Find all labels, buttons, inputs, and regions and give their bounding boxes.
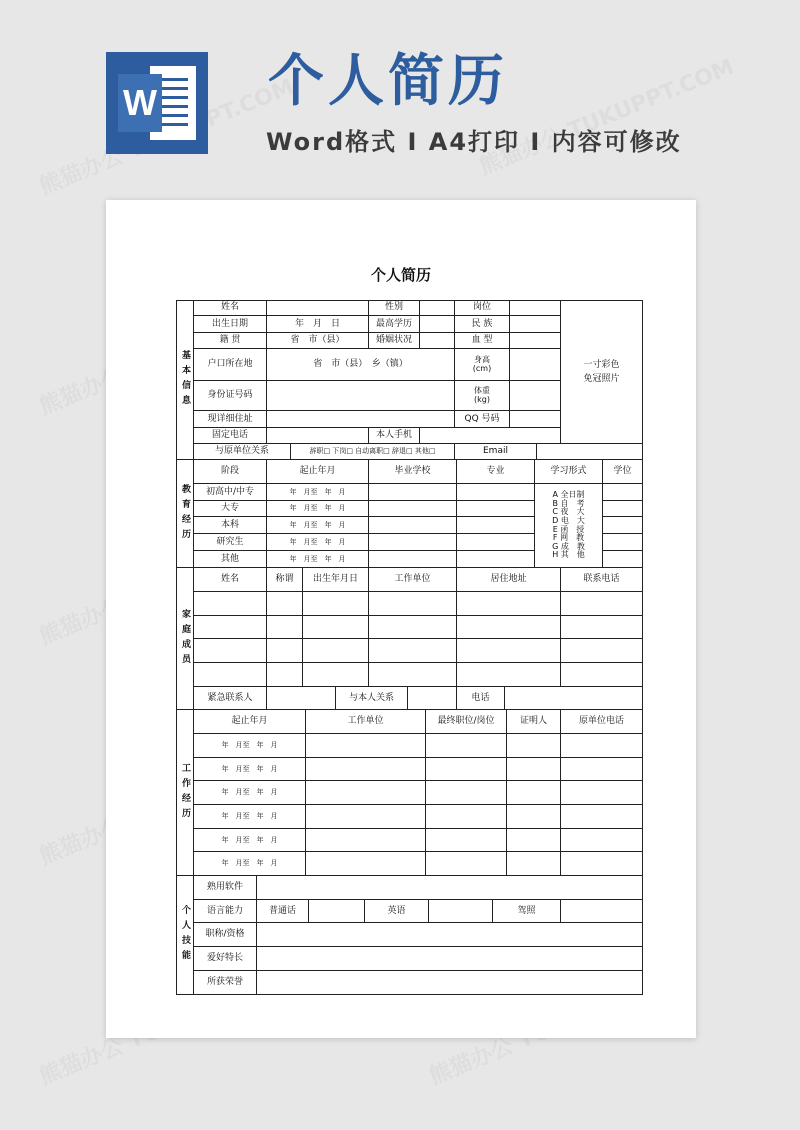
label-height: 身高 (cm) xyxy=(455,349,510,381)
edu-major[interactable] xyxy=(457,534,535,551)
family-cell[interactable] xyxy=(194,663,267,687)
edu-major[interactable] xyxy=(457,501,535,517)
study-form-options[interactable]: A 全日制 B 自 考 C 夜 大 D 电 大 E 函 授 F 网 教 G 成 教 H 其 他 xyxy=(535,484,603,568)
label-name: 姓名 xyxy=(194,300,267,316)
section-basic-info: 基本信息 xyxy=(176,300,194,460)
input-gender[interactable] xyxy=(420,300,455,316)
input-height[interactable] xyxy=(510,349,561,381)
input-hukou[interactable]: 省 市（县） 乡（镇） xyxy=(267,349,455,381)
family-cell[interactable] xyxy=(194,616,267,639)
work-cell[interactable] xyxy=(306,734,426,758)
label-title: 职称/资格 xyxy=(194,923,257,947)
work-cell[interactable] xyxy=(306,781,426,805)
edu-degree[interactable] xyxy=(603,484,643,501)
input-phone[interactable] xyxy=(267,428,369,444)
family-cell[interactable] xyxy=(194,592,267,616)
family-cell[interactable] xyxy=(369,616,457,639)
family-cell[interactable] xyxy=(457,663,561,687)
work-cell[interactable] xyxy=(507,781,561,805)
family-cell[interactable] xyxy=(303,616,369,639)
page-title: 个人简历 xyxy=(268,49,508,114)
work-cell[interactable] xyxy=(306,852,426,876)
edu-major[interactable] xyxy=(457,484,535,501)
edu-header: 学习形式 xyxy=(535,460,603,484)
family-cell[interactable] xyxy=(561,639,643,663)
work-date[interactable]: 年 月至 年 月 xyxy=(194,734,306,758)
work-header: 证明人 xyxy=(507,710,561,734)
family-cell[interactable] xyxy=(267,592,303,616)
label-hobby: 爱好特长 xyxy=(194,947,257,971)
work-cell[interactable] xyxy=(507,829,561,852)
work-cell[interactable] xyxy=(561,758,643,781)
work-cell[interactable] xyxy=(561,805,643,829)
work-cell[interactable] xyxy=(507,805,561,829)
input-software[interactable] xyxy=(257,876,643,900)
section-skills: 个人技能 xyxy=(176,876,194,995)
section-education: 教育经历 xyxy=(176,460,194,568)
work-cell[interactable] xyxy=(306,758,426,781)
work-cell[interactable] xyxy=(561,829,643,852)
edu-date[interactable]: 年 月至 年 月 xyxy=(267,501,369,517)
label-id-no: 身份证号码 xyxy=(194,381,267,411)
edu-school[interactable] xyxy=(369,517,457,534)
section-work: 工作经历 xyxy=(176,710,194,876)
label-emergency-relation: 与本人关系 xyxy=(336,687,408,710)
document-title: 个人简历 xyxy=(370,266,431,284)
input-name[interactable] xyxy=(267,300,369,316)
input-honors[interactable] xyxy=(257,971,643,995)
edu-date[interactable]: 年 月至 年 月 xyxy=(267,551,369,568)
edu-degree[interactable] xyxy=(603,534,643,551)
watermark xyxy=(474,50,738,181)
input-emergency-relation[interactable] xyxy=(408,687,457,710)
input-qq[interactable] xyxy=(510,411,561,428)
input-birth[interactable]: 年 月 日 xyxy=(267,316,369,333)
work-cell[interactable] xyxy=(507,734,561,758)
edu-stage: 初高中/中专 xyxy=(194,484,267,501)
family-cell[interactable] xyxy=(561,592,643,616)
edu-stage: 研究生 xyxy=(194,534,267,551)
input-mobile[interactable] xyxy=(420,428,561,444)
family-cell[interactable] xyxy=(369,592,457,616)
label-phone: 固定电话 xyxy=(194,428,267,444)
edu-school[interactable] xyxy=(369,501,457,517)
edu-stage: 其他 xyxy=(194,551,267,568)
work-date[interactable]: 年 月至 年 月 xyxy=(194,852,306,876)
input-blood[interactable] xyxy=(510,333,561,349)
family-cell[interactable] xyxy=(561,663,643,687)
input-address[interactable] xyxy=(267,411,455,428)
family-cell[interactable] xyxy=(303,663,369,687)
input-title[interactable] xyxy=(257,923,643,947)
relation-options[interactable]: 辞职□ 下岗□ 自动离职□ 辞退□ 其他□ xyxy=(291,444,455,460)
edu-degree[interactable] xyxy=(603,501,643,517)
label-honors: 所获荣誉 xyxy=(194,971,257,995)
family-cell[interactable] xyxy=(267,639,303,663)
label-qq: QQ 号码 xyxy=(455,411,510,428)
family-header: 联系电话 xyxy=(561,568,643,592)
label-relation: 与原单位关系 xyxy=(194,444,291,460)
family-cell[interactable] xyxy=(561,616,643,639)
input-hobby[interactable] xyxy=(257,947,643,971)
family-header: 工作单位 xyxy=(369,568,457,592)
label-hukou: 户口所在地 xyxy=(194,349,267,381)
work-date[interactable]: 年 月至 年 月 xyxy=(194,758,306,781)
family-header: 姓名 xyxy=(194,568,267,592)
word-logo-icon xyxy=(106,52,208,154)
work-cell[interactable] xyxy=(426,829,507,852)
input-email[interactable] xyxy=(537,444,643,460)
family-cell[interactable] xyxy=(457,592,561,616)
edu-school[interactable] xyxy=(369,484,457,501)
work-cell[interactable] xyxy=(507,758,561,781)
label-emergency-contact: 紧急联系人 xyxy=(194,687,267,710)
input-native[interactable]: 省 市（县） xyxy=(267,333,369,349)
photo-box[interactable]: 一寸彩色 免冠照片 xyxy=(561,300,643,444)
input-emergency-phone[interactable] xyxy=(505,687,643,710)
family-cell[interactable] xyxy=(267,616,303,639)
label-mobile: 本人手机 xyxy=(369,428,420,444)
edu-date[interactable]: 年 月至 年 月 xyxy=(267,534,369,551)
work-date[interactable]: 年 月至 年 月 xyxy=(194,781,306,805)
edu-degree[interactable] xyxy=(603,517,643,534)
label-software: 熟用软件 xyxy=(194,876,257,900)
edu-header: 毕业学校 xyxy=(369,460,457,484)
label-native: 籍 贯 xyxy=(194,333,267,349)
family-cell[interactable] xyxy=(303,639,369,663)
input-english[interactable] xyxy=(429,900,493,923)
input-id-no[interactable] xyxy=(267,381,455,411)
label-mandarin: 普通话 xyxy=(257,900,309,923)
work-date[interactable]: 年 月至 年 月 xyxy=(194,829,306,852)
page-subtitle: Word格式 I A4打印 I 内容可修改 xyxy=(266,128,682,156)
work-cell[interactable] xyxy=(306,805,426,829)
family-cell[interactable] xyxy=(369,639,457,663)
label-emergency-phone: 电话 xyxy=(457,687,505,710)
work-cell[interactable] xyxy=(426,758,507,781)
input-license[interactable] xyxy=(561,900,643,923)
input-education[interactable] xyxy=(420,316,455,333)
family-cell[interactable] xyxy=(369,663,457,687)
label-license: 驾照 xyxy=(493,900,561,923)
work-cell[interactable] xyxy=(426,805,507,829)
edu-header: 阶段 xyxy=(194,460,267,484)
edu-date[interactable]: 年 月至 年 月 xyxy=(267,517,369,534)
input-weight[interactable] xyxy=(510,381,561,411)
edu-header: 学位 xyxy=(603,460,643,484)
work-cell[interactable] xyxy=(561,734,643,758)
edu-major[interactable] xyxy=(457,551,535,568)
edu-degree[interactable] xyxy=(603,551,643,568)
label-birth: 出生日期 xyxy=(194,316,267,333)
label-weight: 体重 (kg) xyxy=(455,381,510,411)
family-cell[interactable] xyxy=(267,663,303,687)
work-cell[interactable] xyxy=(561,852,643,876)
edu-stage: 大专 xyxy=(194,501,267,517)
label-marriage: 婚姻状况 xyxy=(369,333,420,349)
work-cell[interactable] xyxy=(507,852,561,876)
section-family: 家庭成员 xyxy=(176,568,194,710)
input-ethnicity[interactable] xyxy=(510,316,561,333)
input-mandarin[interactable] xyxy=(309,900,365,923)
work-header: 起止年月 xyxy=(194,710,306,734)
label-ethnicity: 民 族 xyxy=(455,316,510,333)
edu-school[interactable] xyxy=(369,551,457,568)
work-date[interactable]: 年 月至 年 月 xyxy=(194,805,306,829)
family-header: 出生年月日 xyxy=(303,568,369,592)
edu-stage: 本科 xyxy=(194,517,267,534)
label-english: 英语 xyxy=(365,900,429,923)
work-header: 最终职位/岗位 xyxy=(426,710,507,734)
label-language: 语言能力 xyxy=(194,900,257,923)
svg-text:W: W xyxy=(123,82,157,123)
work-cell[interactable] xyxy=(426,734,507,758)
label-education: 最高学历 xyxy=(369,316,420,333)
work-cell[interactable] xyxy=(561,781,643,805)
edu-header: 专业 xyxy=(457,460,535,484)
input-marriage[interactable] xyxy=(420,333,455,349)
edu-header: 起止年月 xyxy=(267,460,369,484)
input-position[interactable] xyxy=(510,300,561,316)
work-header: 工作单位 xyxy=(306,710,426,734)
label-blood: 血 型 xyxy=(455,333,510,349)
edu-date[interactable]: 年 月至 年 月 xyxy=(267,484,369,501)
work-cell[interactable] xyxy=(426,781,507,805)
family-cell[interactable] xyxy=(194,639,267,663)
label-address: 现详细住址 xyxy=(194,411,267,428)
work-cell[interactable] xyxy=(426,852,507,876)
family-cell[interactable] xyxy=(303,592,369,616)
family-header: 称谓 xyxy=(267,568,303,592)
family-cell[interactable] xyxy=(457,639,561,663)
family-cell[interactable] xyxy=(457,616,561,639)
family-header: 居住地址 xyxy=(457,568,561,592)
work-cell[interactable] xyxy=(306,829,426,852)
edu-school[interactable] xyxy=(369,534,457,551)
label-gender: 性别 xyxy=(369,300,420,316)
input-emergency-contact[interactable] xyxy=(267,687,336,710)
label-email: Email xyxy=(455,444,537,460)
label-position: 岗位 xyxy=(455,300,510,316)
edu-major[interactable] xyxy=(457,517,535,534)
work-header: 原单位电话 xyxy=(561,710,643,734)
